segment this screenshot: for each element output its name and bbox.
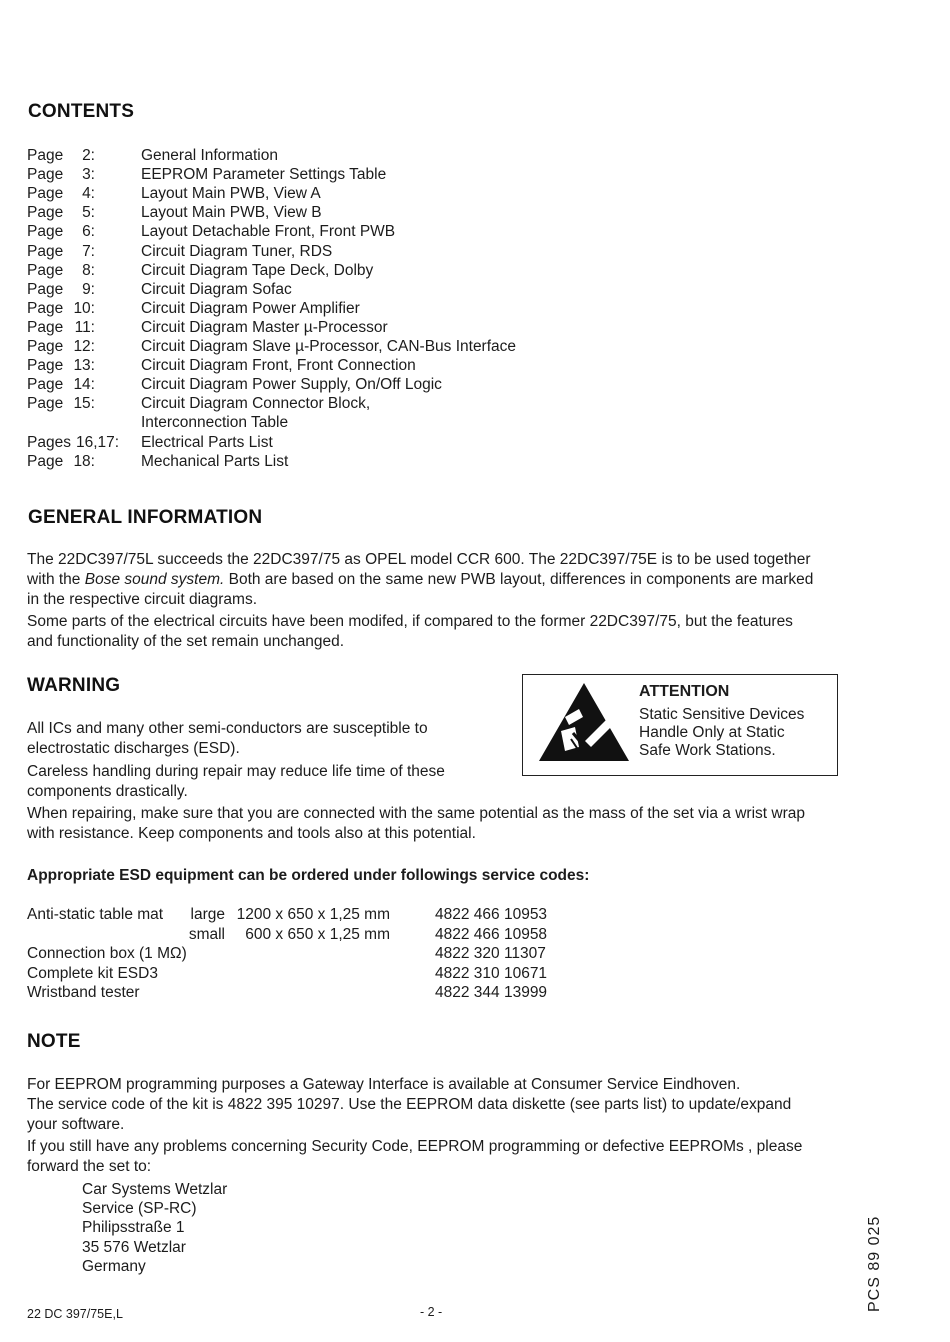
- contents-page-label: Page: [27, 452, 64, 470]
- esd-item-name: Connection box (1 MΩ): [27, 945, 187, 962]
- contents-page-number: 14:: [73, 376, 95, 394]
- contents-page-number: 16,17:: [76, 433, 120, 451]
- contents-entry-title: Layout Main PWB, View B: [141, 204, 322, 222]
- esd-heading: Appropriate ESD equipment can be ordered under followings service codes:: [27, 867, 590, 884]
- contents-entry-title: Circuit Diagram Power Supply, On/Off Logic: [141, 376, 442, 394]
- warning-line6: with resistance. Keep components and tools also at this potential.: [27, 825, 476, 842]
- esd-item-code: 4822 344 13999: [435, 984, 548, 1001]
- contents-page-number: 15:: [73, 395, 95, 413]
- contents-entry-title: Circuit Diagram Sofac: [141, 280, 292, 298]
- contents-page-label: Page: [27, 242, 64, 260]
- contents-page-label: Page: [27, 147, 64, 164]
- esd-item-code: 4822 310 10671: [435, 964, 548, 982]
- warning-line4: components drastically.: [27, 783, 188, 800]
- address-line: Germany: [82, 1257, 146, 1275]
- general-p1-line1: The 22DC397/75L succeeds the 22DC397/75 as OPEL model CCR 600. The 22DC397/75E is to be used together: [27, 551, 811, 568]
- contents-page-label: Page: [27, 395, 64, 413]
- contents-page-label: Page: [27, 357, 64, 375]
- contents-heading: CONTENTS: [28, 101, 135, 122]
- address-line: Car Systems Wetzlar: [82, 1181, 228, 1198]
- contents-entry-title: Layout Main PWB, View A: [141, 185, 321, 203]
- warning-line1: All ICs and many other semi-conductors are susceptible to: [27, 720, 428, 737]
- side-doc-code: PCS 89 025: [866, 1215, 883, 1312]
- general-p1-line3: in the respective circuit diagrams.: [27, 591, 258, 608]
- contents-entry-title: General Information: [141, 147, 278, 164]
- esd-item-name: Anti-static table mat: [27, 906, 164, 923]
- general-heading: GENERAL INFORMATION: [28, 507, 263, 528]
- contents-entry-title: Circuit Diagram Power Amplifier: [141, 299, 360, 317]
- general-p2-line2: and functionality of the set remain unchanged.: [27, 633, 345, 650]
- contents-page-label: Page: [27, 261, 64, 279]
- contents-entry-title: Layout Detachable Front, Front PWB: [141, 223, 396, 241]
- contents-page-number: 18:: [73, 452, 95, 470]
- contents-page-number: 12:: [73, 338, 95, 355]
- contents-page-label: Page: [27, 185, 64, 203]
- warning-line2: electrostatic discharges (ESD).: [27, 740, 240, 757]
- contents-page-label: Page: [27, 204, 64, 222]
- contents-entry-title: Electrical Parts List: [141, 433, 273, 451]
- esd-item-size: large: [190, 906, 225, 923]
- attention-title: ATTENTION: [639, 683, 730, 700]
- contents-page-label: Page: [27, 223, 64, 241]
- contents-entry-title: Circuit Diagram Slave µ-Processor, CAN-Bus Interface: [141, 338, 517, 355]
- general-p1-line2: with the Bose sound system. Both are based on the same new PWB layout, differences in components are marked: [27, 571, 814, 588]
- contents-page-number: 4:: [82, 185, 95, 203]
- attention-box: [522, 674, 838, 776]
- esd-item-name: Wristband tester: [27, 984, 140, 1001]
- attention-line3: Safe Work Stations.: [639, 742, 776, 759]
- general-p2-line1: Some parts of the electrical circuits have been modifed, if compared to the former 22DC397/75, but the features: [27, 613, 793, 630]
- esd-warning-icon: [535, 681, 633, 763]
- address-line: Philipsstraße 1: [82, 1219, 185, 1237]
- esd-item-size: small: [188, 925, 225, 943]
- address-line: Service (SP-RC): [82, 1200, 197, 1218]
- footer-page-number: - 2 -: [420, 1305, 443, 1319]
- contents-page-number: 9:: [82, 280, 95, 298]
- contents-page-number: 11:: [74, 318, 95, 336]
- esd-item-code: 4822 466 10953: [435, 906, 548, 923]
- note-line2: The service code of the kit is 4822 395 10297. Use the EEPROM data diskette (see parts list) to update/expand: [27, 1096, 792, 1113]
- contents-entry-title: Interconnection Table: [141, 414, 289, 432]
- warning-line3: Careless handling during repair may reduce life time of these: [27, 763, 445, 780]
- contents-page-number: 6:: [82, 223, 95, 241]
- contents-entry-title: Circuit Diagram Connector Block,: [141, 395, 371, 413]
- warning-heading: WARNING: [27, 675, 121, 696]
- contents-page-number: 7:: [82, 242, 95, 260]
- contents-page-number: 5:: [82, 204, 95, 222]
- esd-item-dims: 600 x 650 x 1,25 mm: [245, 925, 390, 943]
- contents-page-label: Page: [27, 280, 64, 298]
- note-line4: If you still have any problems concerning Security Code, EEPROM programming or defective EEPROMs , please: [27, 1138, 803, 1155]
- contents-page-number: 10:: [73, 299, 95, 317]
- contents-page-number: 13:: [73, 357, 95, 375]
- contents-page-label: Pages: [27, 433, 71, 451]
- esd-item-code: 4822 320 11307: [435, 945, 546, 962]
- contents-entry-title: Circuit Diagram Master µ-Processor: [141, 318, 388, 336]
- contents-page-number: 3:: [82, 166, 95, 184]
- attention-line1: Static Sensitive Devices: [639, 706, 805, 723]
- attention-line2: Handle Only at Static: [639, 724, 785, 741]
- contents-entry-title: EEPROM Parameter Settings Table: [141, 166, 387, 184]
- esd-item-code: 4822 466 10958: [435, 925, 548, 943]
- contents-entry-title: Circuit Diagram Tuner, RDS: [141, 242, 333, 260]
- esd-item-name: Complete kit ESD3: [27, 964, 158, 982]
- contents-page-label: Page: [27, 299, 64, 317]
- contents-entry-title: Circuit Diagram Tape Deck, Dolby: [141, 261, 374, 279]
- contents-page-label: Page: [27, 338, 64, 355]
- note-heading: NOTE: [27, 1031, 81, 1052]
- note-line1: For EEPROM programming purposes a Gateway Interface is available at Consumer Service Eindhoven.: [27, 1076, 741, 1093]
- footer-model: 22 DC 397/75E,L: [27, 1307, 123, 1321]
- contents-page-label: Page: [27, 376, 64, 394]
- contents-page-label: Page: [27, 166, 64, 184]
- contents-page-number: 2:: [82, 147, 95, 164]
- contents-page-label: Page: [27, 318, 64, 336]
- contents-entry-title: Mechanical Parts List: [141, 452, 289, 470]
- note-line3: your software.: [27, 1116, 125, 1133]
- warning-line5: When repairing, make sure that you are connected with the same potential as the mass of the set via a wrist wrap: [27, 805, 805, 822]
- esd-item-dims: 1200 x 650 x 1,25 mm: [236, 906, 390, 923]
- note-line5: forward the set to:: [27, 1158, 152, 1175]
- address-line: 35 576 Wetzlar: [82, 1238, 186, 1256]
- contents-page-number: 8:: [82, 261, 95, 279]
- contents-entry-title: Circuit Diagram Front, Front Connection: [141, 357, 416, 375]
